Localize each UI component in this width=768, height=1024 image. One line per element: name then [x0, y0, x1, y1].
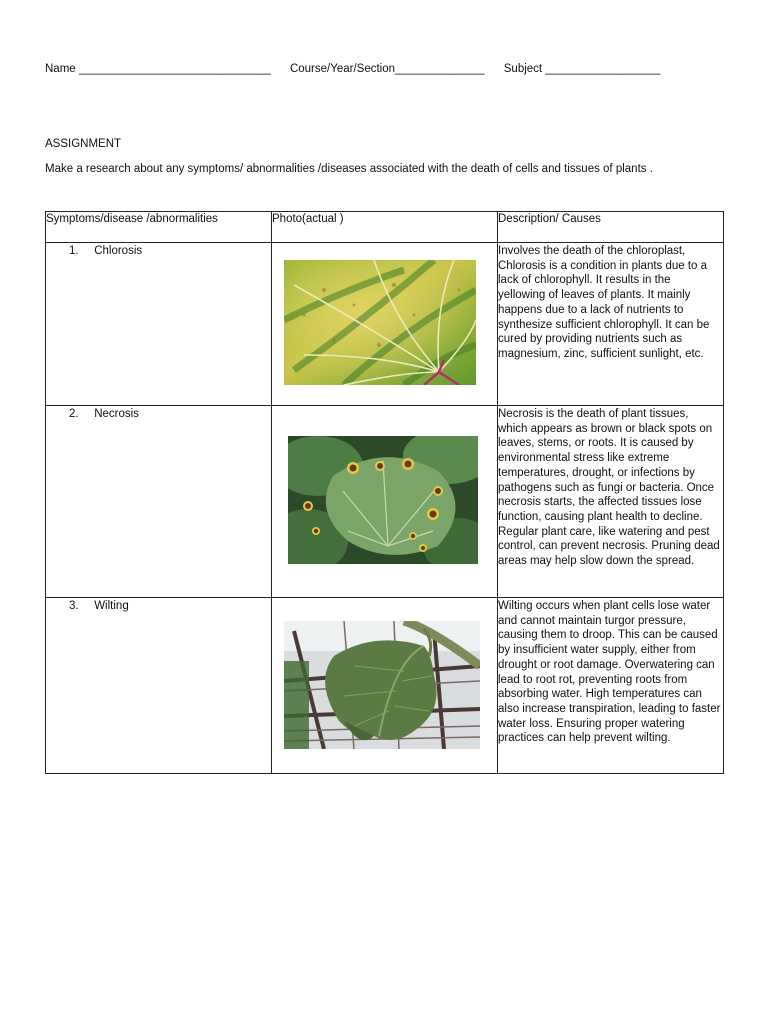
symptom-name: Chlorosis: [94, 245, 143, 257]
student-info-line: [45, 63, 676, 75]
row-number: 1.: [69, 245, 79, 257]
table-row: [46, 243, 724, 406]
table-header-row: [46, 212, 724, 243]
description-cell: [498, 406, 724, 598]
column-header-photo: Photo(actual ): [272, 212, 498, 243]
column-header-symptoms: Symptoms/disease /abnormalities: [46, 212, 272, 243]
symptom-name: Necrosis: [94, 408, 139, 420]
description-cell: [498, 598, 724, 774]
description-cell: [498, 243, 724, 406]
row-number: 2.: [69, 408, 79, 420]
symptom-description: Involves the death of the chloroplast, Chlorosis is a condition in plants due to a lack of chlorophyll. It results in the yellowing of leaves of plants. It mainly happens due to a lack of nutrients to synthesize sufficient chlorophyll. It can be cured by providing nutrients such as magnesium, zinc, sufficient sunlight, etc.: [498, 245, 710, 360]
photo-cell: [272, 406, 498, 598]
name-field: Name ______________________________: [45, 63, 271, 75]
assignment-title: ASSIGNMENT: [45, 138, 122, 150]
course-field: Course/Year/Section______________: [289, 63, 485, 75]
photo-cell: [272, 598, 498, 774]
symptom-cell: [46, 598, 272, 774]
symptom-description: Necrosis is the death of plant tissues, which appears as brown or black spots on leaves, stems, or roots. It is caused by environmental stress like extreme temperatures, drought, or infections by pathogens such as fungi or bacteria. Once necrosis starts, the affected tissues lose function, causing plant health to decline. Regular plant care, like watering and pest control, can prevent necrosis. Pruning dead areas may help slow down the spread.: [498, 408, 720, 568]
subject-field: Subject __________________: [503, 63, 661, 75]
row-number: 3.: [69, 600, 79, 612]
symptoms-table: [45, 211, 724, 774]
assignment-instruction: Make a research about any symptoms/ abnormalities /diseases associated with the death of cells and tissues of plants .: [45, 163, 653, 175]
symptom-cell: [46, 243, 272, 406]
necrosis-leaf-photo: [288, 436, 478, 564]
symptom-name: Wilting: [94, 600, 129, 612]
column-header-description: Description/ Causes: [498, 212, 724, 243]
wilting-leaf-photo: [284, 621, 480, 749]
chlorosis-leaf-photo: [284, 260, 476, 385]
table-row: [46, 406, 724, 598]
photo-cell: [272, 243, 498, 406]
symptom-cell: [46, 406, 272, 598]
table-row: [46, 598, 724, 774]
symptom-description: Wilting occurs when plant cells lose water and cannot maintain turgor pressure, causing them to droop. This can be caused by insufficient water supply, either from drought or root damage. Overwatering can lead to root rot, preventing roots from absorbing water. High temperatures can also increase transpiration, leading to faster water loss. Ensuring proper watering practices can help prevent wilting.: [498, 600, 721, 745]
